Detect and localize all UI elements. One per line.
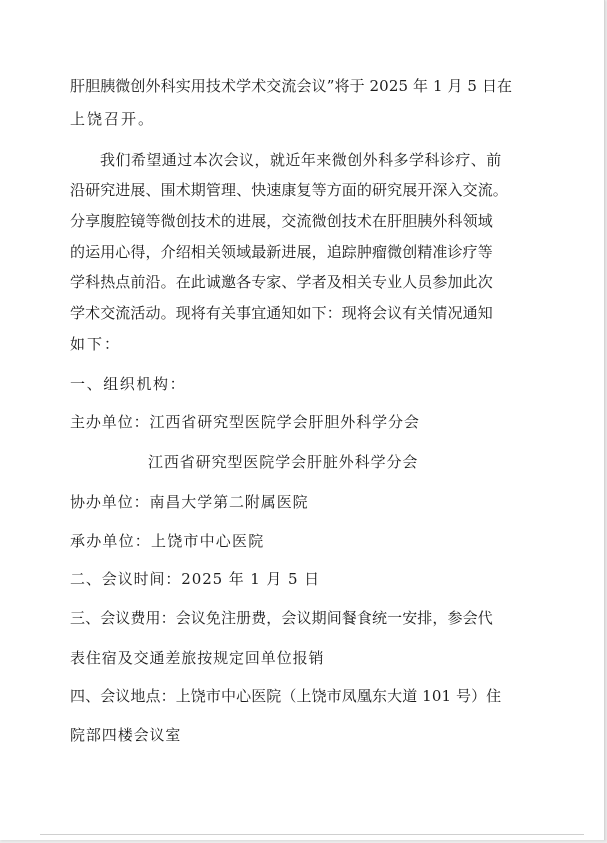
purpose-paragraph-line-4: 的运用心得，介绍相关领域最新进展，追踪肿瘤微创精准诊疗等: [70, 243, 493, 261]
meeting-fee-line-1: 三、会议费用：会议免注册费，会议期间餐食统一安排，参会代: [70, 609, 493, 627]
meeting-location-line-2: 院部四楼会议室: [70, 726, 182, 744]
purpose-paragraph-line-7: 如下：: [70, 335, 122, 353]
purpose-paragraph-line-5: 学科热点前沿。在此诚邀各专家、学者及相关专业人员参加此次: [70, 273, 493, 291]
host-unit-line-2: 江西省研究型医院学会肝脏外科学分会: [148, 453, 419, 471]
intro-line-1: 肝胆胰微创外科实用技术学术交流会议”将于 2025 年 1 月 5 日在: [70, 77, 513, 95]
intro-line-2: 上饶召开。: [70, 110, 156, 128]
meeting-time-line: 二、会议时间：2025 年 1 月 5 日: [70, 570, 321, 588]
host-unit-line-1: 主办单位：江西省研究型医院学会肝胆外科学分会: [70, 413, 420, 431]
organizer-line: 承办单位：上饶市中心医院: [70, 532, 265, 550]
purpose-paragraph-line-6: 学术交流活动。现将有关事宜通知如下：现将会议有关情况通知: [70, 304, 493, 322]
meeting-fee-line-2: 表住宿及交通差旅按规定回单位报销: [70, 649, 325, 667]
page-bottom-divider: [40, 834, 584, 835]
purpose-paragraph-line-2: 沿研究进展、围术期管理、快速康复等方面的研究展开深入交流。: [70, 181, 508, 199]
section-organization-heading: 一、组织机构：: [70, 375, 187, 393]
purpose-paragraph-line-1: 我们希望通过本次会议，就近年来微创外科多学科诊疗、前: [100, 151, 502, 169]
meeting-location-line-1: 四、会议地点：上饶市中心医院（上饶市凤凰东大道 101 号）住: [70, 687, 502, 705]
co-organizer-line: 协办单位：南昌大学第二附属医院: [70, 493, 309, 511]
purpose-paragraph-line-3: 分享腹腔镜等微创技术的进展，交流微创技术在肝胆胰外科领域: [70, 212, 493, 230]
